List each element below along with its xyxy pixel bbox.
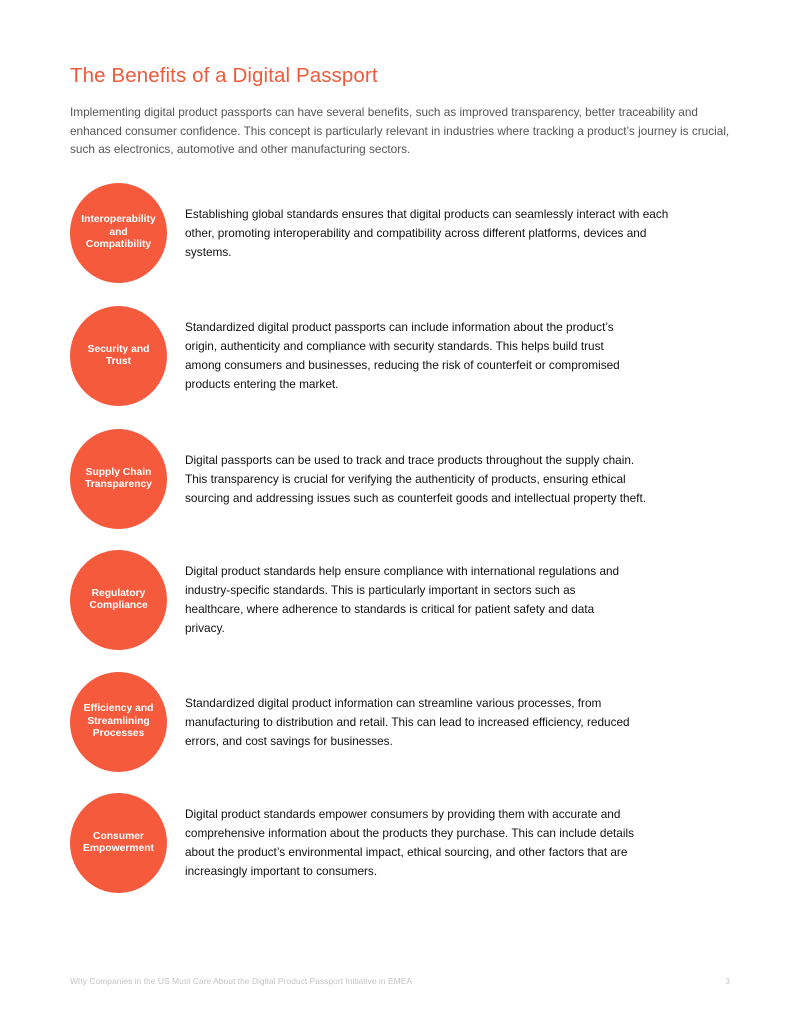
benefit-description — [185, 306, 635, 406]
benefit-description-text: Establishing global standards ensures that digital products can seamlessly interact with each other, promoting interoperability and compatibility across different platforms, devices and systems. — [185, 206, 669, 259]
benefit-description — [185, 672, 655, 772]
intro-paragraph: Implementing digital product passports can have several benefits, such as improved transparency, better traceability and enhanced consumer confidence. This concept is particularly relevant in industries where tracking a product’s journey is crucial, such as electronics, automotive and other manufacturing sectors. — [70, 105, 730, 156]
page-number: 3 — [725, 976, 730, 986]
benefit-badge — [70, 793, 167, 893]
benefit-description — [185, 429, 650, 529]
benefit-badge-label: Supply Chain Transparency — [85, 466, 152, 490]
benefit-badge-label: Interoperability and Compatibility — [81, 214, 156, 251]
benefit-description — [185, 183, 685, 283]
benefit-badge-label: Consumer Empowerment — [83, 830, 154, 854]
benefit-badge — [70, 672, 167, 772]
benefit-badge — [70, 550, 167, 650]
benefit-description-text: Digital passports can be used to track and trace products throughout the supply chain. This transparency is crucial for verifying the authenticity of products, ensuring ethical sourcing and addressing issues such as counterfeit goods and intellectual property theft. — [185, 452, 647, 505]
benefit-description-text: Standardized digital product information can streamline various processes, from manufacturing to distribution and retail. This can lead to increased efficiency, reduced errors, and cost savings for businesses. — [185, 695, 630, 748]
benefit-badge — [70, 306, 167, 406]
benefit-efficiency — [70, 672, 710, 772]
benefit-description-text: Standardized digital product passports can include information about the product’s origin, authenticity and compliance with security standards. This helps build trust among consumers and businesses, reducing the risk of counterfeit or compromised products entering the market. — [185, 320, 620, 391]
benefit-description — [185, 793, 655, 893]
benefit-security — [70, 306, 710, 406]
benefit-description-text: Digital product standards help ensure compliance with international regulations and industry-specific standards. This is particularly important in sectors such as healthcare, where adherence to standards is critical for patient safety and data privacy. — [185, 564, 620, 635]
benefit-badge-label: Regulatory Compliance — [89, 587, 148, 611]
benefit-regulatory — [70, 550, 710, 650]
benefit-badge-label: Security and Trust — [87, 343, 150, 367]
benefit-consumer — [70, 793, 710, 893]
page-footer — [70, 976, 730, 986]
benefit-interoperability — [70, 183, 710, 283]
benefit-supply-chain — [70, 429, 710, 529]
page-title: The Benefits of a Digital Passport — [70, 64, 378, 87]
footer-document-title: Why Companies in the US Must Care About the Digital Product Passport Initiative in EMEA — [70, 976, 413, 986]
benefit-badge — [70, 183, 167, 283]
benefit-description-text: Digital product standards empower consumers by providing them with accurate and comprehensive information about the products they purchase. This can include details about the product’s environmental impact, ethical sourcing, and other factors that are increasingly important to consumers. — [185, 807, 634, 878]
benefit-description — [185, 550, 635, 650]
benefit-badge-label: Efficiency and Streamlining Processes — [83, 703, 154, 740]
benefit-badge — [70, 429, 167, 529]
